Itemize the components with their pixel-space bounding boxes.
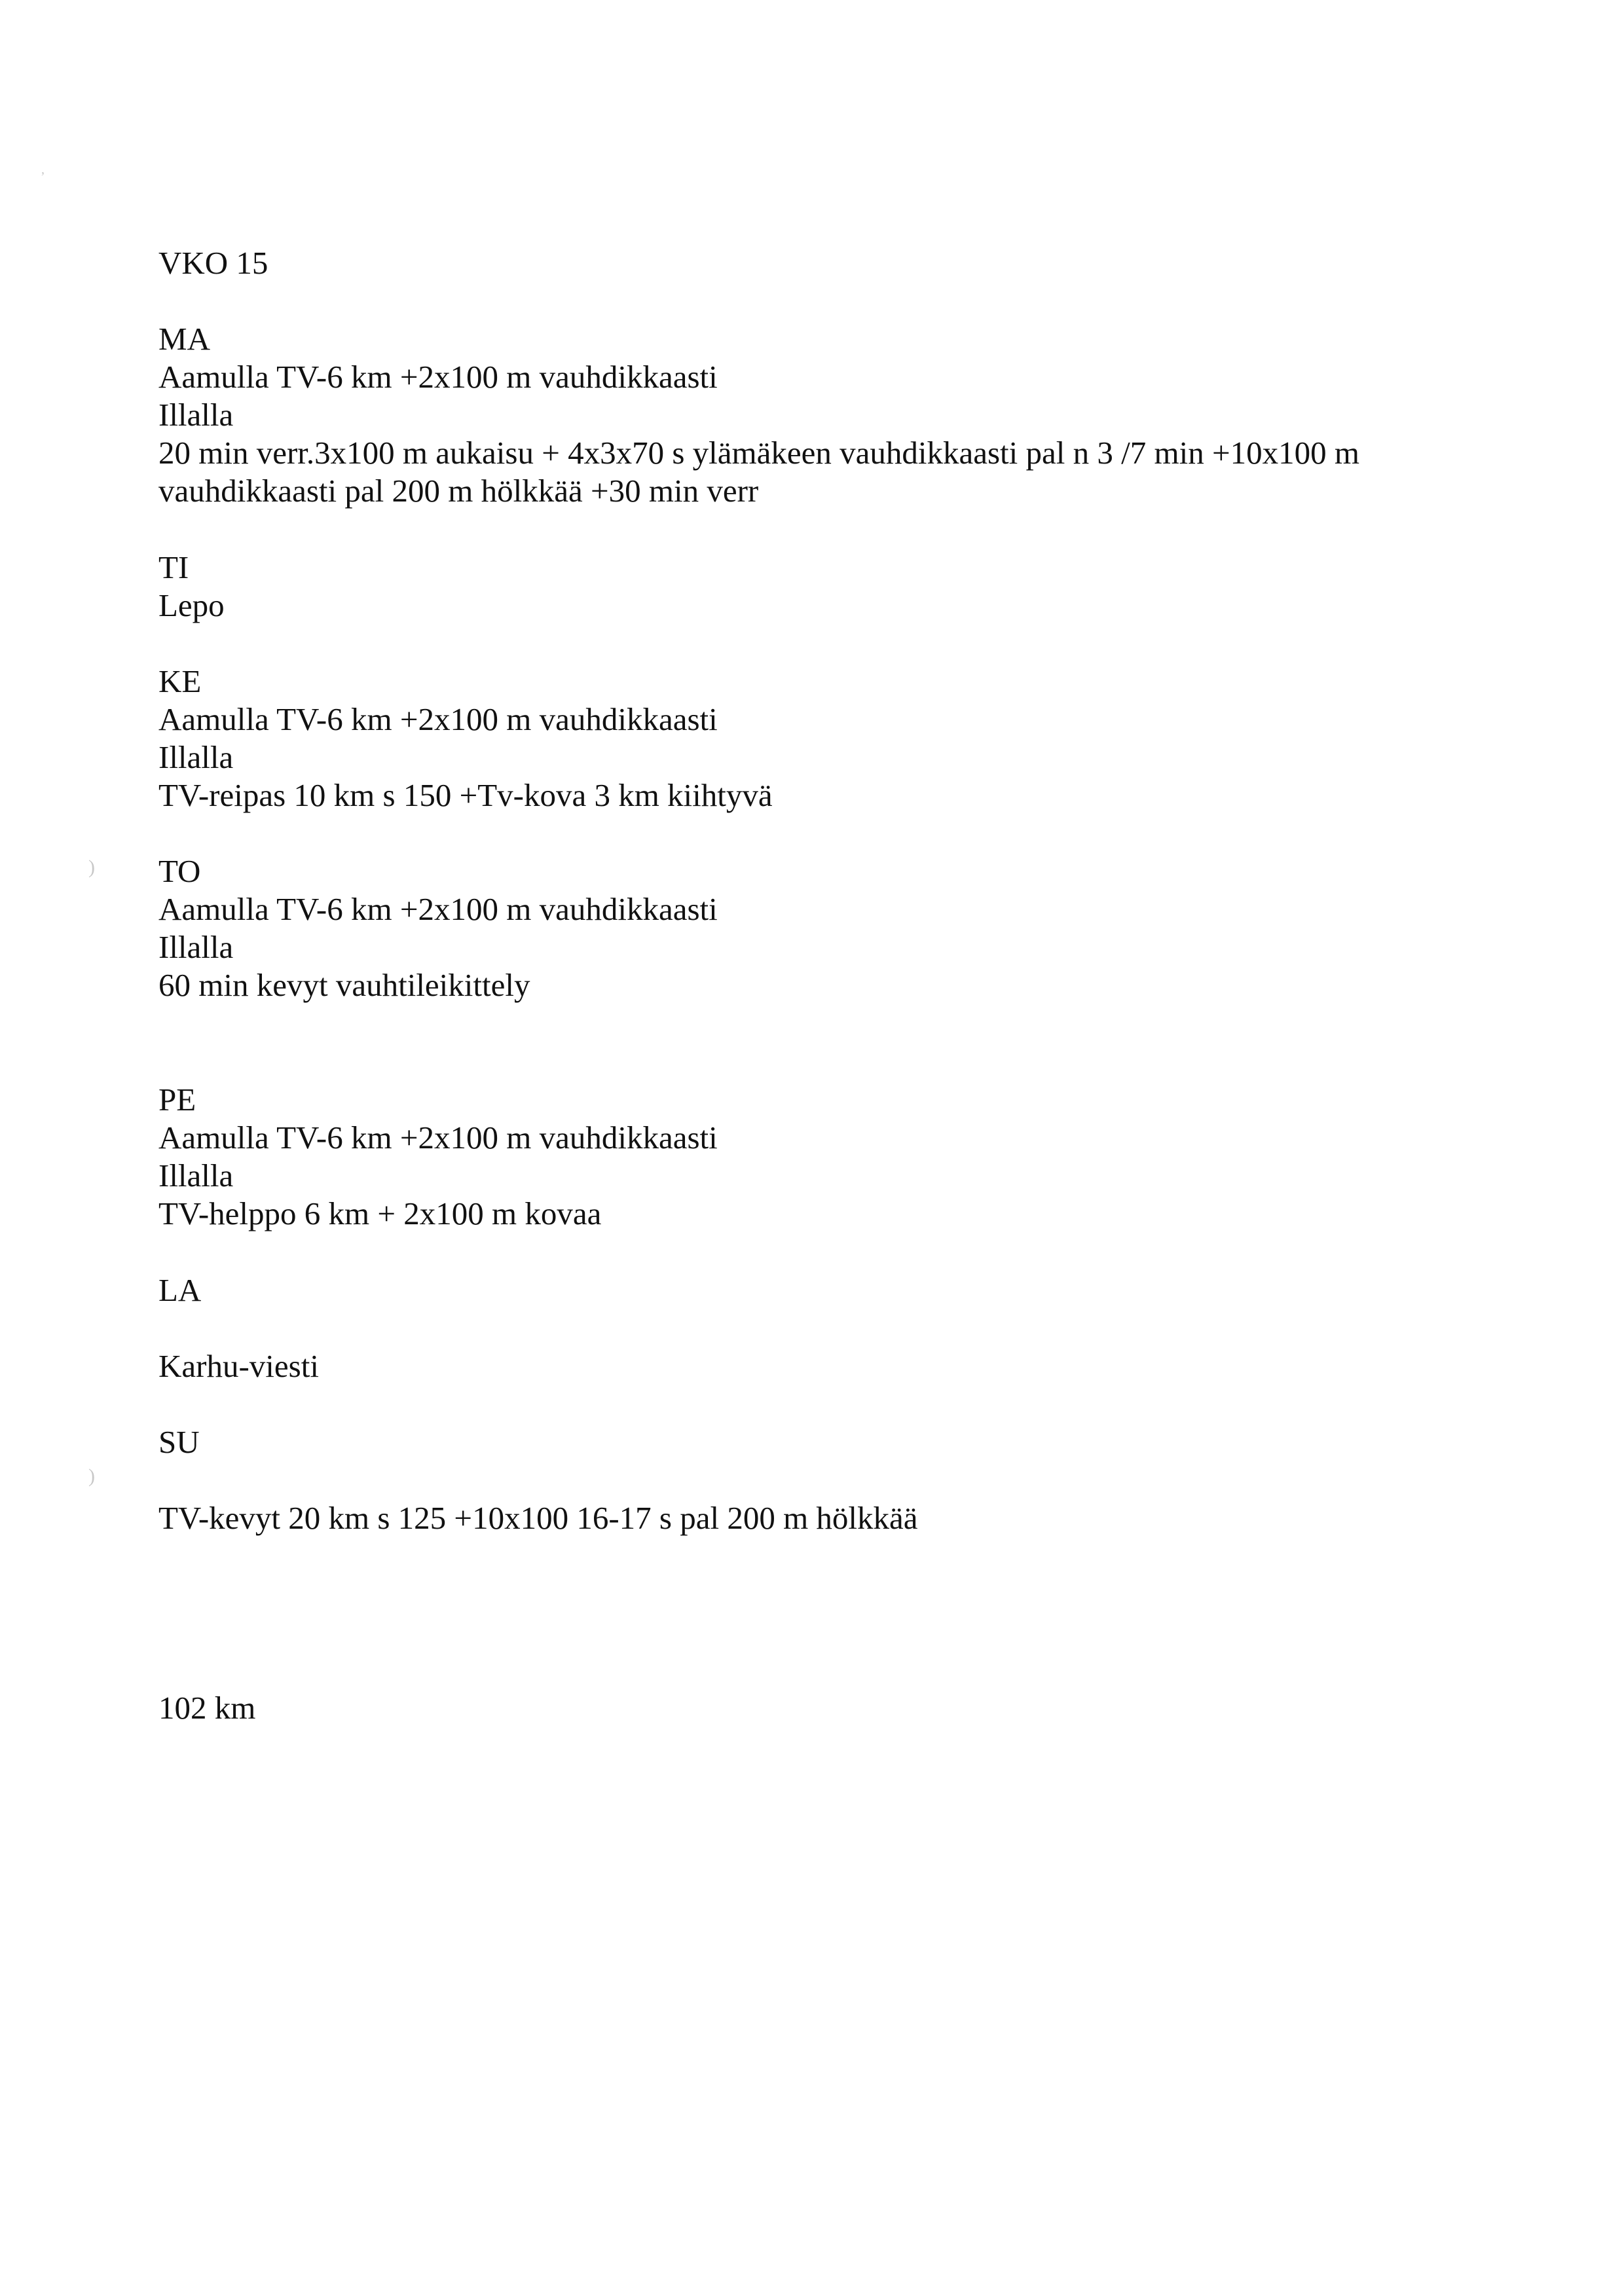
day-label-pe: PE (158, 1082, 196, 1118)
day-label-ma: MA (158, 321, 210, 357)
day-pe-line: TV-helppo 6 km + 2x100 m kovaa (158, 1195, 602, 1231)
scan-speck: ) (88, 856, 95, 878)
scan-speck: ’ (41, 170, 45, 184)
day-label-ti: TI (158, 549, 189, 585)
day-label-la: LA (158, 1272, 202, 1308)
day-label-su: SU (158, 1424, 200, 1460)
day-ke-line: Aamulla TV-6 km +2x100 m vauhdikkaasti (158, 701, 718, 737)
day-ma-line: vauhdikkaasti pal 200 m hölkkää +30 min verr (158, 473, 759, 509)
day-su-line: TV-kevyt 20 km s 125 +10x100 16-17 s pal 200 m hölkkää (158, 1500, 918, 1536)
day-to-line: Illalla (158, 929, 234, 965)
day-la-line: Karhu-viesti (158, 1348, 319, 1384)
day-to-line: 60 min kevyt vauhtileikittely (158, 967, 530, 1003)
day-label-to: TO (158, 853, 201, 889)
week-heading: VKO 15 (158, 245, 268, 281)
day-label-ke: KE (158, 663, 202, 699)
scan-speck: ) (88, 1465, 95, 1487)
day-ma-line: Illalla (158, 397, 234, 433)
day-ke-line: TV-reipas 10 km s 150 +Tv-kova 3 km kiihtyvä (158, 777, 773, 813)
day-ti-line: Lepo (158, 587, 225, 623)
day-ke-line: Illalla (158, 739, 234, 775)
day-pe-line: Aamulla TV-6 km +2x100 m vauhdikkaasti (158, 1120, 718, 1156)
day-ma-line: Aamulla TV-6 km +2x100 m vauhdikkaasti (158, 359, 718, 395)
day-to-line: Aamulla TV-6 km +2x100 m vauhdikkaasti (158, 891, 718, 927)
day-ma-line: 20 min verr.3x100 m aukaisu + 4x3x70 s ylämäkeen vauhdikkaasti pal n 3 /7 min +10x100 m (158, 435, 1359, 471)
day-pe-line: Illalla (158, 1157, 234, 1194)
weekly-total: 102 km (158, 1690, 256, 1726)
